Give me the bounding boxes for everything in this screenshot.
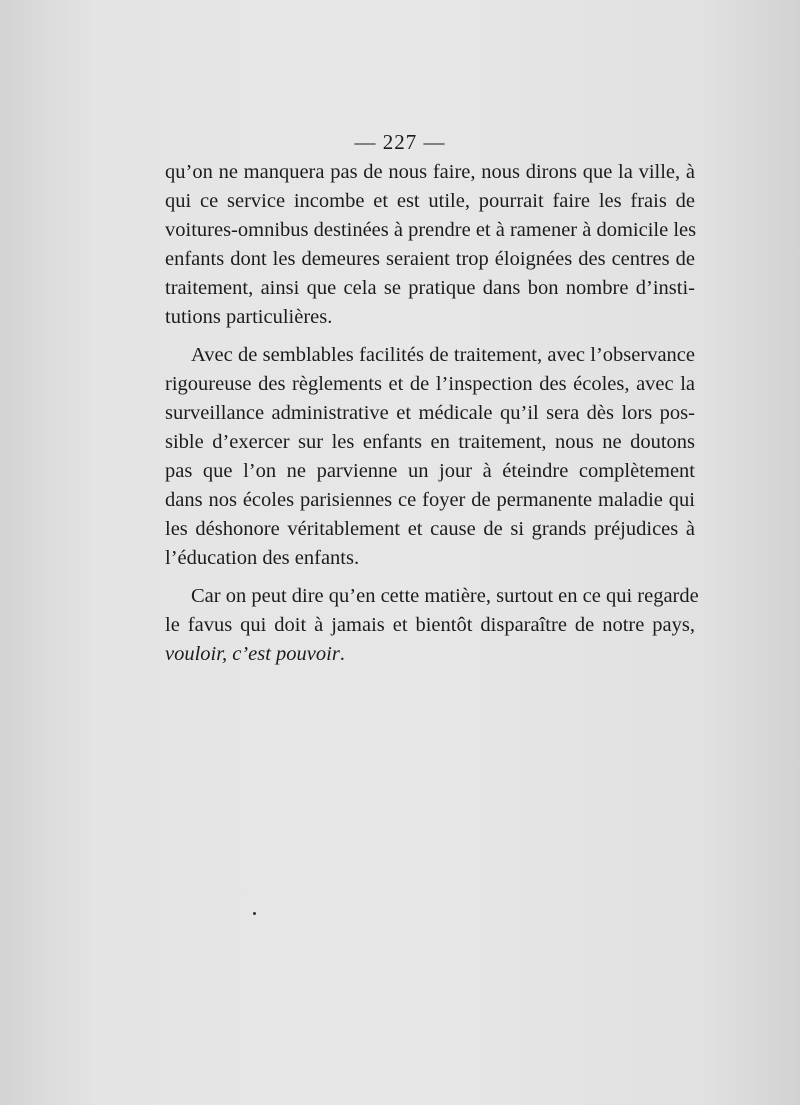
paragraph-1 — [165, 158, 695, 332]
text-line: dans nos écoles parisiennes ce foyer de permanente maladie qui — [165, 489, 695, 511]
text-line: traitement, ainsi que cela se pratique dans bon nombre d’insti- — [165, 277, 695, 299]
text-line: qui ce service incombe et est utile, pourrait faire les frais de — [165, 190, 695, 212]
paragraph-gap — [165, 573, 695, 582]
ink-speck — [253, 912, 256, 915]
text-line: les déshonore véritablement et cause de si grands préjudices à — [165, 518, 695, 540]
text-line: l’éducation des enfants. — [165, 547, 360, 569]
text-line: voitures-omnibus destinées à prendre et à ramener à domicile les — [165, 219, 697, 241]
paragraph-gap — [165, 332, 695, 341]
text-line: Avec de semblables facilités de traitement, avec l’observance — [191, 344, 695, 366]
text-line: enfants dont les demeures seraient trop éloignées des centres de — [165, 248, 695, 270]
emphasized-phrase: vouloir, c’est pouvoir — [165, 643, 340, 665]
text-line: pas que l’on ne parvienne un jour à éteindre complètement — [165, 460, 695, 482]
text-line: le favus qui doit à jamais et bientôt disparaître de notre pays, — [165, 614, 695, 636]
text-line: Car on peut dire qu’en cette matière, surtout en ce qui regarde — [191, 585, 699, 607]
final-punctuation: . — [339, 643, 345, 665]
text-line: surveillance administrative et médicale qu’il sera dès lors pos- — [165, 402, 695, 424]
body-text — [165, 158, 699, 669]
text-line: rigoureuse des règlements et de l’inspection des écoles, avec la — [165, 373, 695, 395]
text-line: sible d’exercer sur les enfants en traitement, nous ne doutons — [165, 431, 695, 453]
page-number: — 227 — — [354, 130, 446, 154]
text-line: tutions particulières. — [165, 306, 333, 328]
paragraph-2 — [165, 341, 695, 573]
text-line-final — [165, 640, 695, 669]
text-line: qu’on ne manquera pas de nous faire, nous dirons que la ville, à — [165, 161, 695, 183]
paragraph-3 — [165, 582, 699, 669]
